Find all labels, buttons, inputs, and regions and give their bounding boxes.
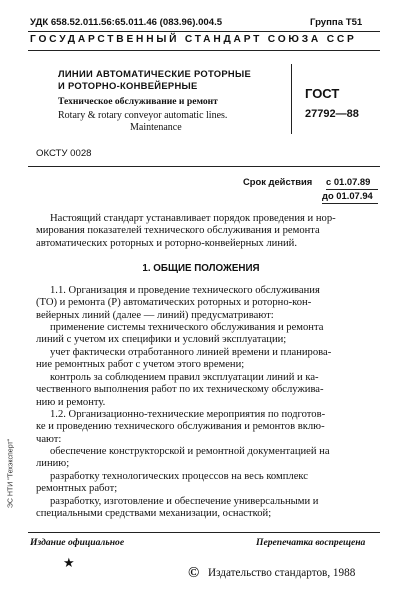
group-code: Группа Т51 [310, 17, 363, 28]
header-rule-top [28, 31, 380, 32]
clause-1-1-item-c-line-1: контроль за соблюдением правил эксплуатации линий и ка- [50, 372, 319, 383]
title-divider [291, 64, 292, 134]
clause-1-2-item-b-line-1: разработку технологических процессов на весь комплекс [50, 471, 308, 482]
clause-1-2-item-a [36, 446, 384, 471]
clause-1-2-line-3: чают: [36, 433, 62, 445]
state-standard-banner: ГОСУДАРСТВЕННЫЙ СТАНДАРТ СОЮЗА ССР [30, 34, 357, 45]
gost-label: ГОСТ [305, 86, 340, 101]
standard-title-line-1: ЛИНИИ АВТОМАТИЧЕСКИЕ РОТОРНЫЕ [58, 68, 252, 79]
intro-paragraph [36, 213, 384, 250]
clause-1-2-line-2: ке и проведению технического обслуживания и ремонтов вклю- [36, 421, 325, 433]
clause-1-2-item-b [36, 471, 384, 496]
clause-1-2-item-b-line-2: ремонтных работ; [36, 483, 118, 495]
side-stamp: ЭС НТИ "Техэксперт" [7, 438, 15, 509]
gost-number: 27792—88 [305, 108, 359, 120]
clause-1-2-item-a-line-1: обеспечение конструкторской и ремонтной документацией на [50, 446, 330, 457]
english-title-line-1: Rotary & rotary conveyor automatic lines. [58, 110, 228, 121]
clause-1-1-line-1: 1.1. Организация и проведение технического обслуживания [50, 285, 320, 296]
okstu-code: ОКСТУ 0028 [36, 148, 92, 159]
standard-title-line-2: И РОТОРНО-КОНВЕЙЕРНЫЕ [58, 80, 198, 91]
clause-1-2-item-c-line-2: специальными средствами механизации, оснасткой; [36, 508, 272, 520]
clause-1-1-item-b [36, 347, 384, 372]
clause-1-1-item-b-line-1: учет фактически отработанного линией времени и планирова- [50, 347, 332, 358]
validity-from: с 01.07.89 [326, 176, 371, 187]
copyright-icon: © [188, 565, 200, 581]
reprint-prohibited: Перепечатка воспрещена [256, 537, 366, 548]
intro-line-1: Настоящий стандарт устанавливает порядок проведения и нор- [50, 213, 336, 224]
clause-1-1-line-3: вейерных линий (далее — линий) предусматривают: [36, 309, 274, 321]
official-edition: Издание официальное [30, 537, 125, 548]
clause-1-2-item-c-line-1: разработку, изготовление и обеспечение универсальными и [50, 496, 319, 507]
okstu-rule [28, 166, 380, 167]
udk-code: УДК 658.52.011.56:65.011.46 (083.96).004.5 [30, 17, 223, 28]
validity-underline-2 [322, 203, 378, 204]
header-rule-bottom [28, 50, 380, 51]
star-icon: ★ [63, 555, 75, 570]
copyright-text: Издательство стандартов, 1988 [208, 567, 356, 579]
intro-line-3: автоматических роторных и роторно-конвейерных линий. [36, 237, 297, 249]
clause-1-1-item-a [36, 322, 384, 347]
clause-1-1-item-c-line-3: нию и ремонту. [36, 396, 106, 408]
clause-1-1-item-a-line-1: применение системы технического обслуживания и ремонта [50, 322, 324, 333]
clause-1-1-item-b-line-2: ние ремонтных работ с учетом этого времени; [36, 359, 245, 371]
intro-line-2: мирования показателей технического обслуживания и ремонта [36, 225, 320, 237]
footer-rule [28, 532, 380, 533]
clause-1-1-item-c [36, 372, 384, 409]
clause-1-1 [36, 285, 384, 322]
clause-1-1-item-a-line-2: линий с учетом их специфики и условий эксплуатации; [36, 334, 287, 346]
english-title-line-2: Maintenance [130, 122, 182, 133]
clause-1-1-line-2: (ТО) и ремонта (Р) автоматических роторных и роторно-кон- [36, 297, 312, 309]
clause-1-2-item-a-line-2: линию; [36, 458, 70, 470]
clause-1-1-item-c-line-2: чественного выполнения работ по их техническому обслужива- [36, 384, 324, 396]
standard-subtitle: Техническое обслуживание и ремонт [58, 96, 218, 107]
clause-1-2-line-1: 1.2. Организационно-технические мероприятия по подготов- [50, 409, 326, 420]
section-title: 1. ОБЩИЕ ПОЛОЖЕНИЯ [142, 263, 260, 274]
validity-label: Срок действия [243, 176, 313, 187]
clause-1-2-item-c [36, 496, 384, 521]
clause-1-2 [36, 409, 384, 446]
validity-to: до 01.07.94 [322, 190, 373, 201]
